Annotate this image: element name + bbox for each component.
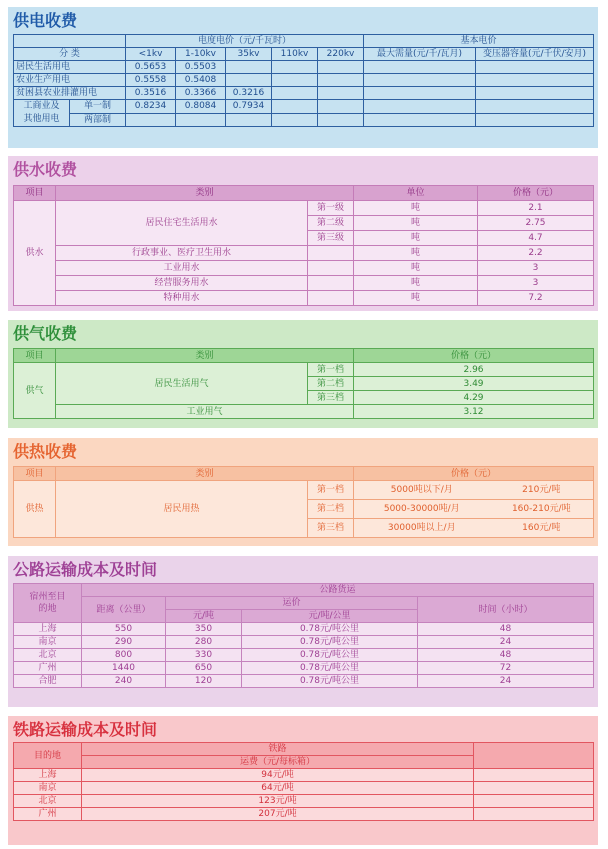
table-row: 经营服务用水 吨 3 [14, 276, 594, 291]
table-row: 南京 290 280 0.78元/吨公里 24 [14, 636, 594, 649]
water-table: 项目 类别 单位 价格（元） 供水 居民住宅生活用水 第一级 吨 2.1 第二级 吨 2.75 第三级 吨 4.7 行政事业、医疗卫生用水 吨 2.2 工业用水 吨 3 经营服务用水 吨 3 特种用水 吨 7.2 [13, 185, 594, 306]
v3-header: 35kv [226, 48, 272, 61]
gas-item-label: 供气 [14, 363, 56, 419]
road-table: 宿州至目 的地 公路货运 距离（公里） 运价 时间（小时） 元/吨 元/吨/公里 上海 550 350 0.78元/吨公里 48 南京 290 280 0.78元/吨公里 24 北京 800 330 0.78元/吨公里 48 广州 1440 650 0.78元/吨公里 72 合肥 240 120 0.78元/吨公里 24 [13, 583, 594, 688]
table-row: 上海 94元/吨 [14, 769, 594, 782]
base-group-header: 基本电价 [364, 35, 594, 48]
table-row: 第二档 5000-30000吨/月 160-210元/吨 [14, 500, 594, 519]
table-row: 供水 居民住宅生活用水 第一级 吨 2.1 [14, 201, 594, 216]
table-row: 供热 居民用热 第一档 5000吨以下/月 210元/吨 [14, 481, 594, 500]
v5-header: 220kv [318, 48, 364, 61]
table-row: 上海 550 350 0.78元/吨公里 48 [14, 623, 594, 636]
table-row: 供气 居民生活用气 第一档 2.96 [14, 363, 594, 377]
road-panel [8, 556, 598, 707]
table-row: 第二级 吨 2.75 [14, 216, 594, 231]
v1-header: <1kv [126, 48, 176, 61]
electricity-panel [8, 7, 598, 148]
gas-table: 项目 类别 价格（元） 供气 居民生活用气 第一档 2.96 第二档 3.49 第三档 4.29 工业用气 3.12 [13, 348, 594, 419]
road-title: 公路运输成本及时间 [13, 560, 158, 579]
water-item-label: 供水 [14, 201, 56, 306]
table-row: 工商业及 其他用电 单一制 0.8234 0.8084 0.7934 [14, 100, 594, 114]
road-dest-header: 宿州至目 的地 [14, 584, 82, 623]
table-row: 第三级 吨 4.7 [14, 231, 594, 246]
electricity-title: 供电收费 [13, 11, 78, 30]
water-title: 供水收费 [13, 160, 78, 179]
heat-panel [8, 438, 598, 546]
table-row: 北京 800 330 0.78元/吨公里 48 [14, 649, 594, 662]
table-row: 工业用气 3.12 [14, 405, 594, 419]
table-row: 居民生活用电 0.5653 0.5503 [14, 61, 594, 74]
table-row: 贫困县农业排灌用电 0.3516 0.3366 0.3216 [14, 87, 594, 100]
table-row: 行政事业、医疗卫生用水 吨 2.2 [14, 246, 594, 261]
heat-item-label: 供热 [14, 481, 56, 538]
rail-title: 铁路运输成本及时间 [13, 720, 158, 739]
rail-panel [8, 716, 598, 845]
rail-table: 目的地 铁路 运费（元/每标箱） 上海 94元/吨 南京 64元/吨 北京 123元/吨 广州 207元/吨 [13, 742, 594, 821]
transformer-header: 变压器容量(元/千伏/安月) [476, 48, 594, 61]
table-row: 农业生产用电 0.5558 0.5408 [14, 74, 594, 87]
gas-panel [8, 320, 598, 428]
table-row: 第三档 4.29 [14, 391, 594, 405]
table-row: 工业用水 吨 3 [14, 261, 594, 276]
electricity-table [13, 34, 594, 127]
table-row: 南京 64元/吨 [14, 782, 594, 795]
table-row: 广州 207元/吨 [14, 808, 594, 821]
category-header: 分 类 [14, 48, 126, 61]
table-row: 两部制 [14, 113, 594, 127]
heat-title: 供热收费 [13, 442, 78, 461]
commercial-label: 工商业及 其他用电 [14, 100, 70, 127]
water-panel [8, 156, 598, 311]
rail-dest-header: 目的地 [14, 743, 82, 769]
heat-table: 项目 类别 价格（元） 供热 居民用热 第一档 5000吨以下/月 210元/吨 第二档 5000-30000吨/月 160-210元/吨 第三档 30000吨以上/月 160元/吨 [13, 466, 594, 538]
table-row: 广州 1440 650 0.78元/吨公里 72 [14, 662, 594, 675]
table-row: 第二档 3.49 [14, 377, 594, 391]
max-demand-header: 最大需量(元/千/瓦月) [364, 48, 476, 61]
table-row: 合肥 240 120 0.78元/吨公里 24 [14, 675, 594, 688]
table-row: 特种用水 吨 7.2 [14, 291, 594, 306]
v4-header: 110kv [272, 48, 318, 61]
gas-title: 供气收费 [13, 324, 78, 343]
voltage-group-header: 电度电价（元/千瓦时） [126, 35, 364, 48]
table-row: 北京 123元/吨 [14, 795, 594, 808]
table-row: 第三档 30000吨以上/月 160元/吨 [14, 519, 594, 538]
v2-header: 1-10kv [176, 48, 226, 61]
